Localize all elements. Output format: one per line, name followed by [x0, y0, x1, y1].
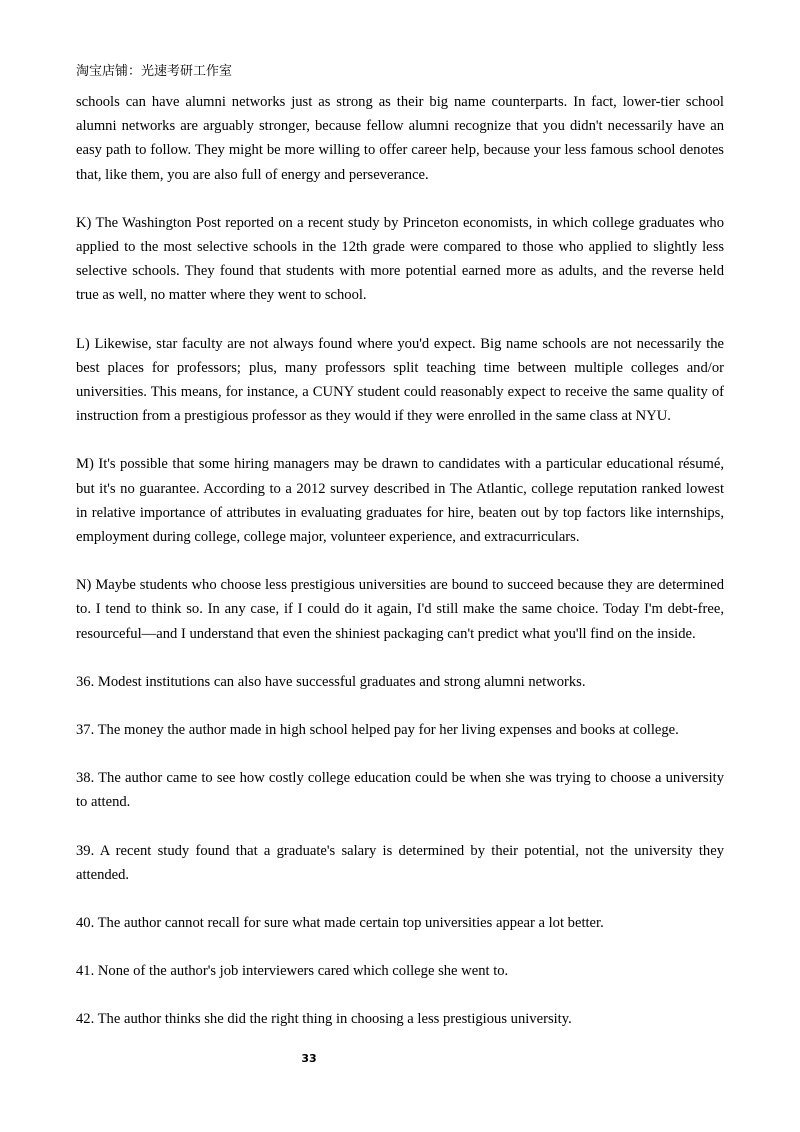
- paragraph-l: L) Likewise, star faculty are not always found where you'd expect. Big name schools are not necessarily the best places for professors; plus, many professors split teaching time between multiple colleges and/or universities. This means, for instance, a CUNY student could reasonably expect to receive the same quality of instruction from a prestigious professor as they would if they were enrolled in the same class at NYU.: [76, 335, 724, 425]
- page-header-shop-name: 淘宝店铺：光速考研工作室: [76, 64, 233, 79]
- question-40: 40. The author cannot recall for sure what made certain top universities appear a lot better.: [76, 915, 604, 932]
- paragraph-n: N) Maybe students who choose less prestigious universities are bound to succeed because they are determined to. I tend to think so. In any case, if I could do it again, I'd still make the same choice. Today I'm debt-free, resourceful—and I understand that even the shiniest packaging can't predict what you'll find on the inside.: [76, 577, 724, 642]
- question-42: 42. The author thinks she did the right thing in choosing a less prestigious university.: [76, 1011, 572, 1028]
- page-number: 33: [301, 1052, 317, 1065]
- question-36: 36. Modest institutions can also have successful graduates and strong alumni networks.: [76, 673, 586, 690]
- paragraph-continued: schools can have alumni networks just as strong as their big name counterparts. In fact, lower-tier school alumni networks are arguably stronger, because fellow alumni recognize that you didn't necessarily have an easy path to follow. They might be more willing to offer career help, because your less famous school denotes that, like them, you are also full of energy and perseverance.: [76, 94, 724, 183]
- question-39: 39. A recent study found that a graduate's salary is determined by their potential, not the university they attended.: [76, 842, 724, 883]
- paragraph-k: K) The Washington Post reported on a recent study by Princeton economists, in which college graduates who applied to the most selective schools in the 12th grade were compared to those who applied to slightly less selective schools. They found that students with more potential earned more as adults, and the reverse held true as well, no matter where they went to school.: [76, 214, 724, 304]
- question-41: 41. None of the author's job interviewers cared which college she went to.: [76, 963, 509, 980]
- question-38: 38. The author came to see how costly college education could be when she was trying to choose a university to attend.: [76, 770, 724, 811]
- paragraph-m: M) It's possible that some hiring managers may be drawn to candidates with a particular educational résumé, but it's no guarantee. According to a 2012 survey described in The Atlantic, college reputation ranked lowest in relative importance of attributes in evaluating graduates for hire, beaten out by top factors like internships, employment during college, college major, volunteer experience, and extracurriculars.: [76, 456, 724, 546]
- question-37: 37. The money the author made in high school helped pay for her living expenses and books at college.: [76, 722, 679, 739]
- document-body: [76, 90, 724, 1056]
